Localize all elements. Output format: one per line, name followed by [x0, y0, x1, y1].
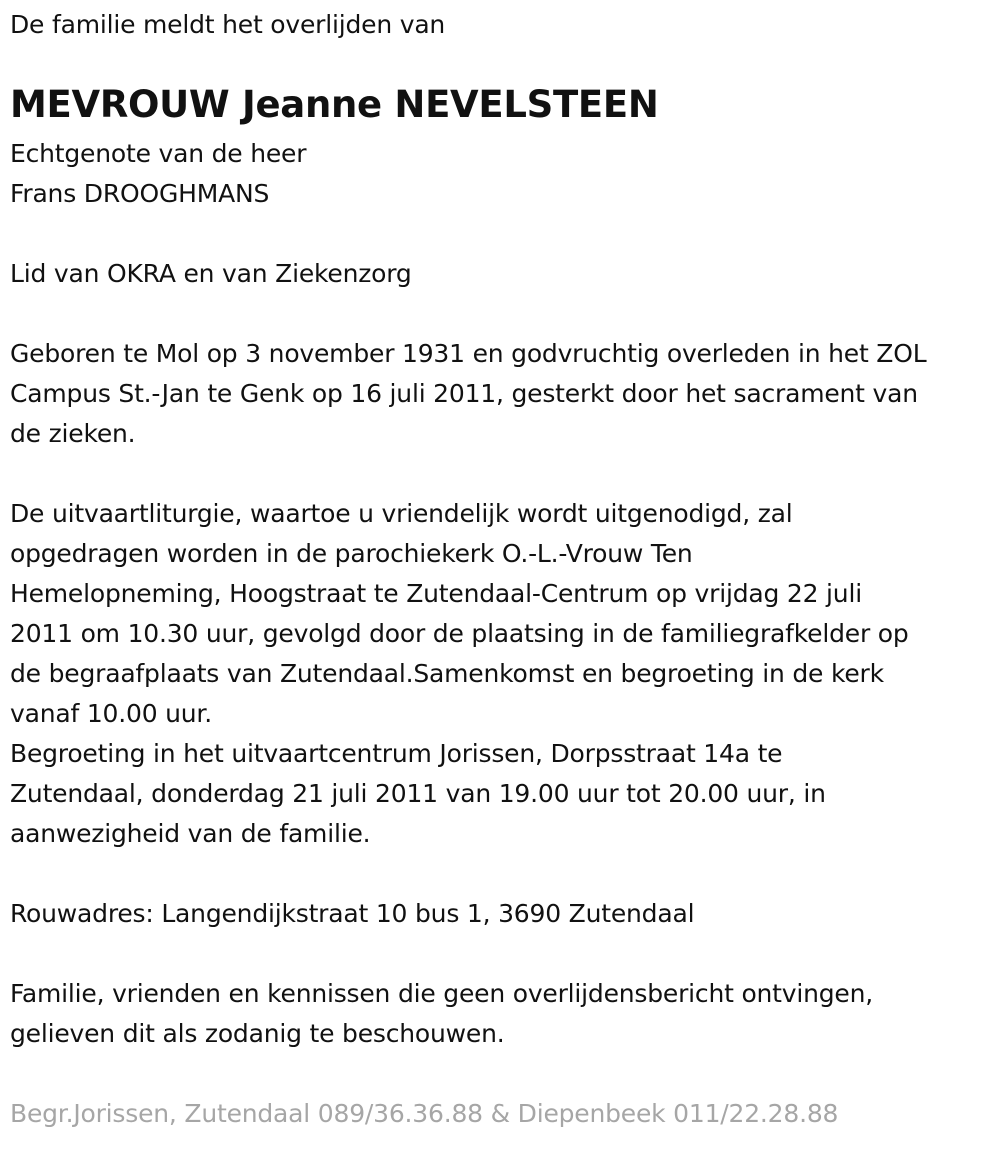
birth-death-line: de zieken.	[10, 419, 136, 448]
funeral-line: opgedragen worden in de parochiekerk O.-L.-Vrouw Ten	[10, 539, 693, 568]
membership-text: Lid van OKRA en van Ziekenzorg	[10, 259, 412, 288]
closing-line: Familie, vrienden en kennissen die geen overlijdensbericht ontvingen,	[10, 979, 874, 1008]
spouse-line-1: Echtgenote van de heer	[10, 139, 307, 168]
deceased-name: MEVROUW Jeanne NEVELSTEEN	[10, 83, 659, 126]
visitation-line: Begroeting in het uitvaartcentrum Jorissen, Dorpsstraat 14a te	[10, 739, 783, 768]
visitation-line: aanwezigheid van de familie.	[10, 819, 371, 848]
funeral-line: de begraafplaats van Zutendaal.Samenkomst en begroeting in de kerk	[10, 659, 884, 688]
birth-death-line: Geboren te Mol op 3 november 1931 en godvruchtig overleden in het ZOL	[10, 339, 927, 368]
funeral-line: De uitvaartliturgie, waartoe u vriendelijk wordt uitgenodigd, zal	[10, 499, 793, 528]
funeral-line: 2011 om 10.30 uur, gevolgd door de plaatsing in de familiegrafkelder op	[10, 619, 909, 648]
intro-text: De familie meldt het overlijden van	[10, 10, 446, 39]
birth-death-line: Campus St.-Jan te Genk op 16 juli 2011, gesterkt door het sacrament van	[10, 379, 918, 408]
spouse-line-2: Frans DROOGHMANS	[10, 179, 270, 208]
mourning-address: Rouwadres: Langendijkstraat 10 bus 1, 3690 Zutendaal	[10, 899, 695, 928]
funeral-line: Hemelopneming, Hoogstraat te Zutendaal-Centrum op vrijdag 22 juli	[10, 579, 862, 608]
funeral-home-footer: Begr.Jorissen, Zutendaal 089/36.36.88 & Diepenbeek 011/22.28.88	[10, 1099, 839, 1128]
closing-line: gelieven dit als zodanig te beschouwen.	[10, 1019, 505, 1048]
funeral-line: vanaf 10.00 uur.	[10, 699, 212, 728]
visitation-line: Zutendaal, donderdag 21 juli 2011 van 19.00 uur tot 20.00 uur, in	[10, 779, 826, 808]
